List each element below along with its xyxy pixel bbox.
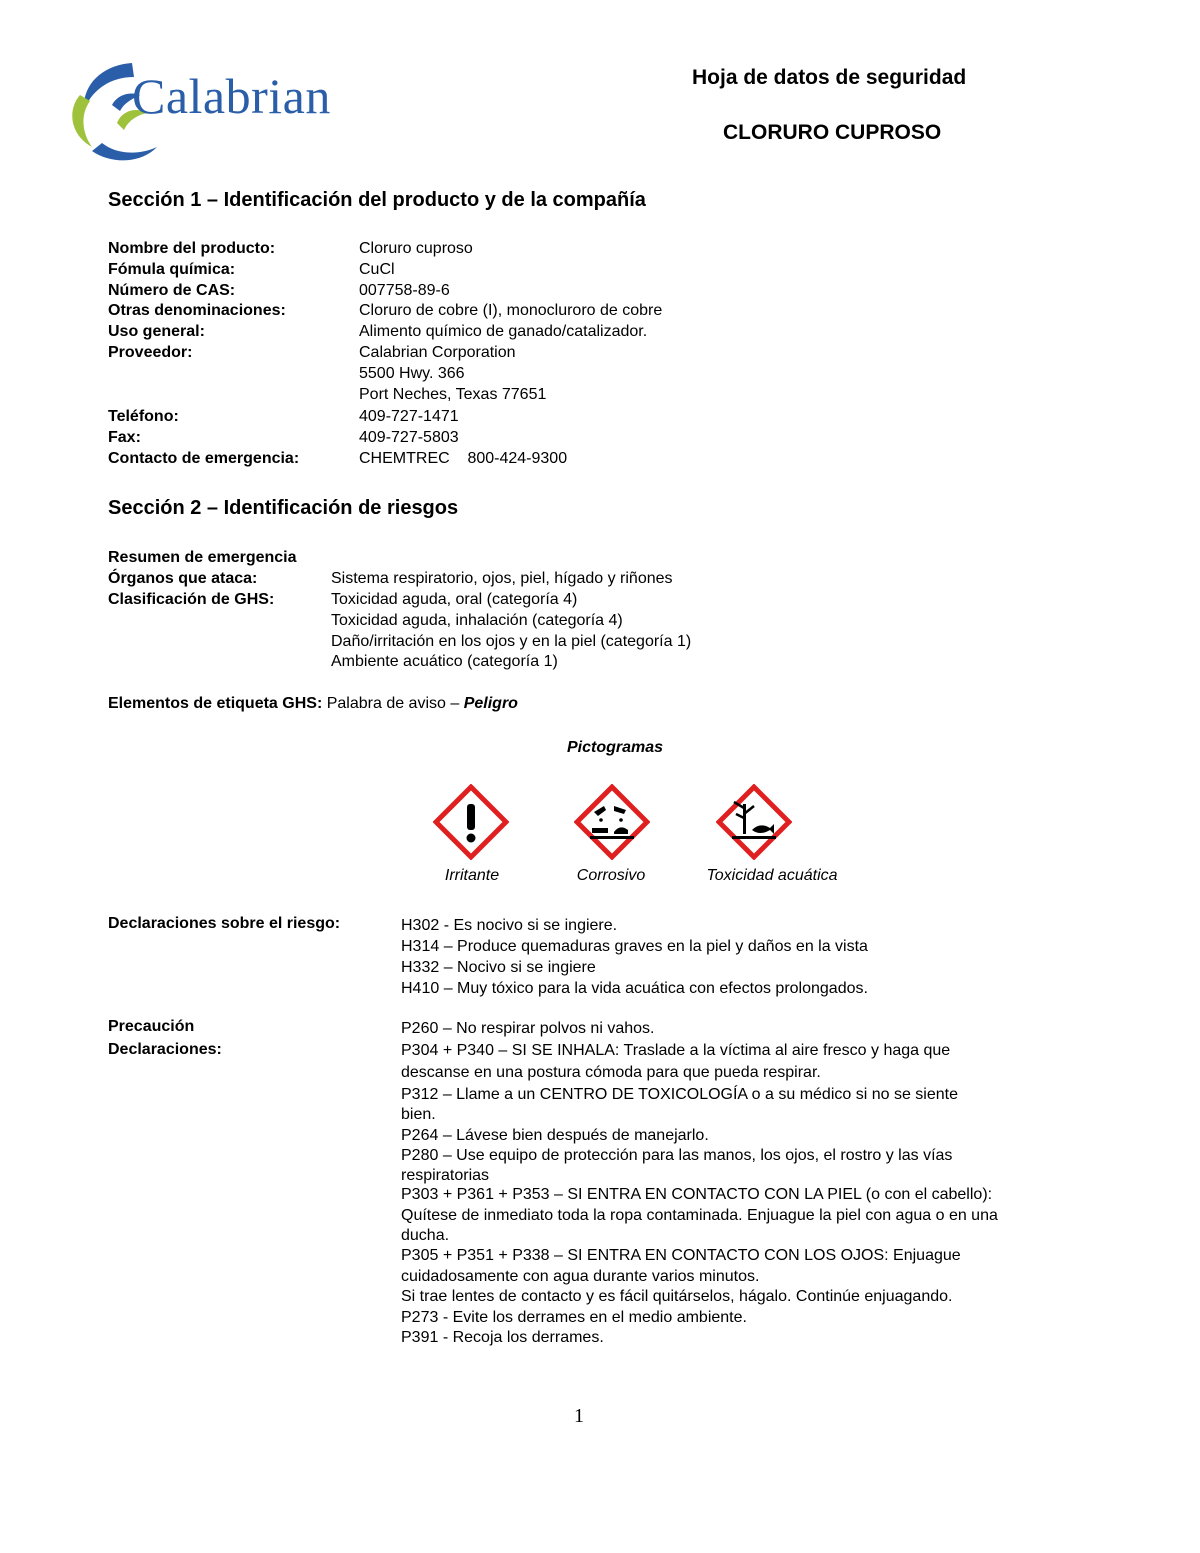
ghs-value: Toxicidad aguda, oral (categoría 4) bbox=[331, 591, 578, 608]
section1-title: Sección 1 – Identificación del producto y de la compañía bbox=[108, 189, 646, 211]
ghs-value: Ambiente acuático (categoría 1) bbox=[331, 653, 558, 670]
field-label: Fax: bbox=[108, 429, 141, 446]
pictogram-label: Irritante bbox=[444, 867, 500, 884]
field-value: 409-727-1471 bbox=[359, 408, 459, 425]
field-value: Alimento químico de ganado/catalizador. bbox=[359, 323, 648, 340]
company-logo bbox=[62, 55, 372, 170]
precaution-line: P391 - Recoja los derrames. bbox=[401, 1329, 604, 1346]
precaution-line: P260 – No respirar polvos ni vahos. bbox=[401, 1020, 655, 1037]
precaution-label: Precaución bbox=[108, 1018, 195, 1035]
precaution-line: respiratorias bbox=[401, 1167, 490, 1184]
field-value: Cloruro de cobre (I), monocluroro de cobre bbox=[359, 302, 663, 319]
precaution-line: ducha. bbox=[401, 1227, 450, 1244]
corrosion-icon bbox=[574, 784, 650, 860]
ghs-value: Daño/irritación en los ojos y en la piel (categoría 1) bbox=[331, 633, 692, 650]
precaution-line: P303 + P361 + P353 – SI ENTRA EN CONTACTO CON LA PIEL (o con el cabello): bbox=[401, 1186, 993, 1203]
precaution-line: Quítese de inmediato toda la ropa contaminada. Enjuague la piel con agua o en una bbox=[401, 1207, 998, 1224]
hazard-label: Declaraciones sobre el riesgo: bbox=[108, 915, 341, 932]
field-value: 409-727-5803 bbox=[359, 429, 459, 446]
field-value: CHEMTREC 800-424-9300 bbox=[359, 450, 568, 467]
page-number: 1 bbox=[574, 1405, 584, 1427]
pictogram-label: Toxicidad acuática bbox=[706, 867, 838, 884]
environment-icon bbox=[716, 784, 792, 860]
field-label: Teléfono: bbox=[108, 408, 179, 425]
pictograms-title: Pictogramas bbox=[567, 739, 664, 756]
pictogram-label: Corrosivo bbox=[576, 867, 646, 884]
label-elements-line bbox=[108, 695, 518, 713]
precaution-label-2: Declaraciones: bbox=[108, 1041, 222, 1058]
field-label: Proveedor: bbox=[108, 344, 193, 361]
field-label: Otras denominaciones: bbox=[108, 302, 286, 319]
hazard-statement: H410 – Muy tóxico para la vida acuática con efectos prolongados. bbox=[401, 980, 868, 997]
field-value: 007758-89-6 bbox=[359, 282, 450, 299]
precaution-line: Si trae lentes de contacto y es fácil quitárselos, hágalo. Continúe enjuagando. bbox=[401, 1288, 953, 1305]
hazard-statement: H302 - Es nocivo si se ingiere. bbox=[401, 917, 618, 934]
logo-wordmark: Calabrian bbox=[132, 68, 331, 124]
field-label: Contacto de emergencia: bbox=[108, 450, 300, 467]
field-value: Cloruro cuproso bbox=[359, 240, 473, 257]
signal-word: Peligro bbox=[463, 695, 518, 712]
summary-label: Resumen de emergencia bbox=[108, 549, 297, 566]
precaution-line: P304 + P340 – SI SE INHALA: Traslade a la víctima al aire fresco y haga que bbox=[401, 1042, 951, 1059]
address-line: Port Neches, Texas 77651 bbox=[359, 386, 547, 403]
field-label: Uso general: bbox=[108, 323, 205, 340]
field-label: Fómula química: bbox=[108, 261, 236, 278]
organs-label: Órganos que ataca: bbox=[108, 570, 258, 587]
ghs-value: Toxicidad aguda, inhalación (categoría 4) bbox=[331, 612, 623, 629]
field-label: Nombre del producto: bbox=[108, 240, 276, 257]
precaution-line: P280 – Use equipo de protección para las manos, los ojos, el rostro y las vías bbox=[401, 1147, 953, 1164]
hazard-statement: H332 – Nocivo si se ingiere bbox=[401, 959, 596, 976]
precaution-line: descanse en una postura cómoda para que pueda respirar. bbox=[401, 1064, 821, 1081]
precaution-line: P264 – Lávese bien después de manejarlo. bbox=[401, 1127, 709, 1144]
exclamation-icon bbox=[433, 784, 509, 860]
precaution-line: P273 - Evite los derrames en el medio ambiente. bbox=[401, 1309, 747, 1326]
precaution-line: bien. bbox=[401, 1106, 436, 1123]
precaution-line: P312 – Llame a un CENTRO DE TOXICOLOGÍA o a su médico si no se siente bbox=[401, 1086, 958, 1103]
label-elements-label: Elementos de etiqueta GHS: bbox=[108, 695, 323, 712]
product-title: CLORURO CUPROSO bbox=[723, 121, 942, 144]
precaution-line: P305 + P351 + P338 – SI ENTRA EN CONTACTO CON LOS OJOS: Enjuague bbox=[401, 1247, 961, 1264]
signal-prefix: Palabra de aviso – bbox=[326, 695, 460, 712]
hazard-statement: H314 – Produce quemaduras graves en la piel y daños en la vista bbox=[401, 938, 868, 955]
precaution-statements bbox=[401, 1018, 1081, 1348]
document-type: Hoja de datos de seguridad bbox=[692, 66, 967, 89]
ghs-label: Clasificación de GHS: bbox=[108, 591, 275, 608]
hazard-statements bbox=[401, 915, 868, 999]
organs-value: Sistema respiratorio, ojos, piel, hígado y riñones bbox=[331, 570, 673, 587]
field-value: Calabrian Corporation bbox=[359, 344, 516, 361]
field-value: CuCl bbox=[359, 261, 395, 278]
section2-title: Sección 2 – Identificación de riesgos bbox=[108, 497, 459, 519]
field-label: Número de CAS: bbox=[108, 282, 236, 299]
precaution-line: cuidadosamente con agua durante varios minutos. bbox=[401, 1268, 760, 1285]
address-line: 5500 Hwy. 366 bbox=[359, 365, 465, 382]
